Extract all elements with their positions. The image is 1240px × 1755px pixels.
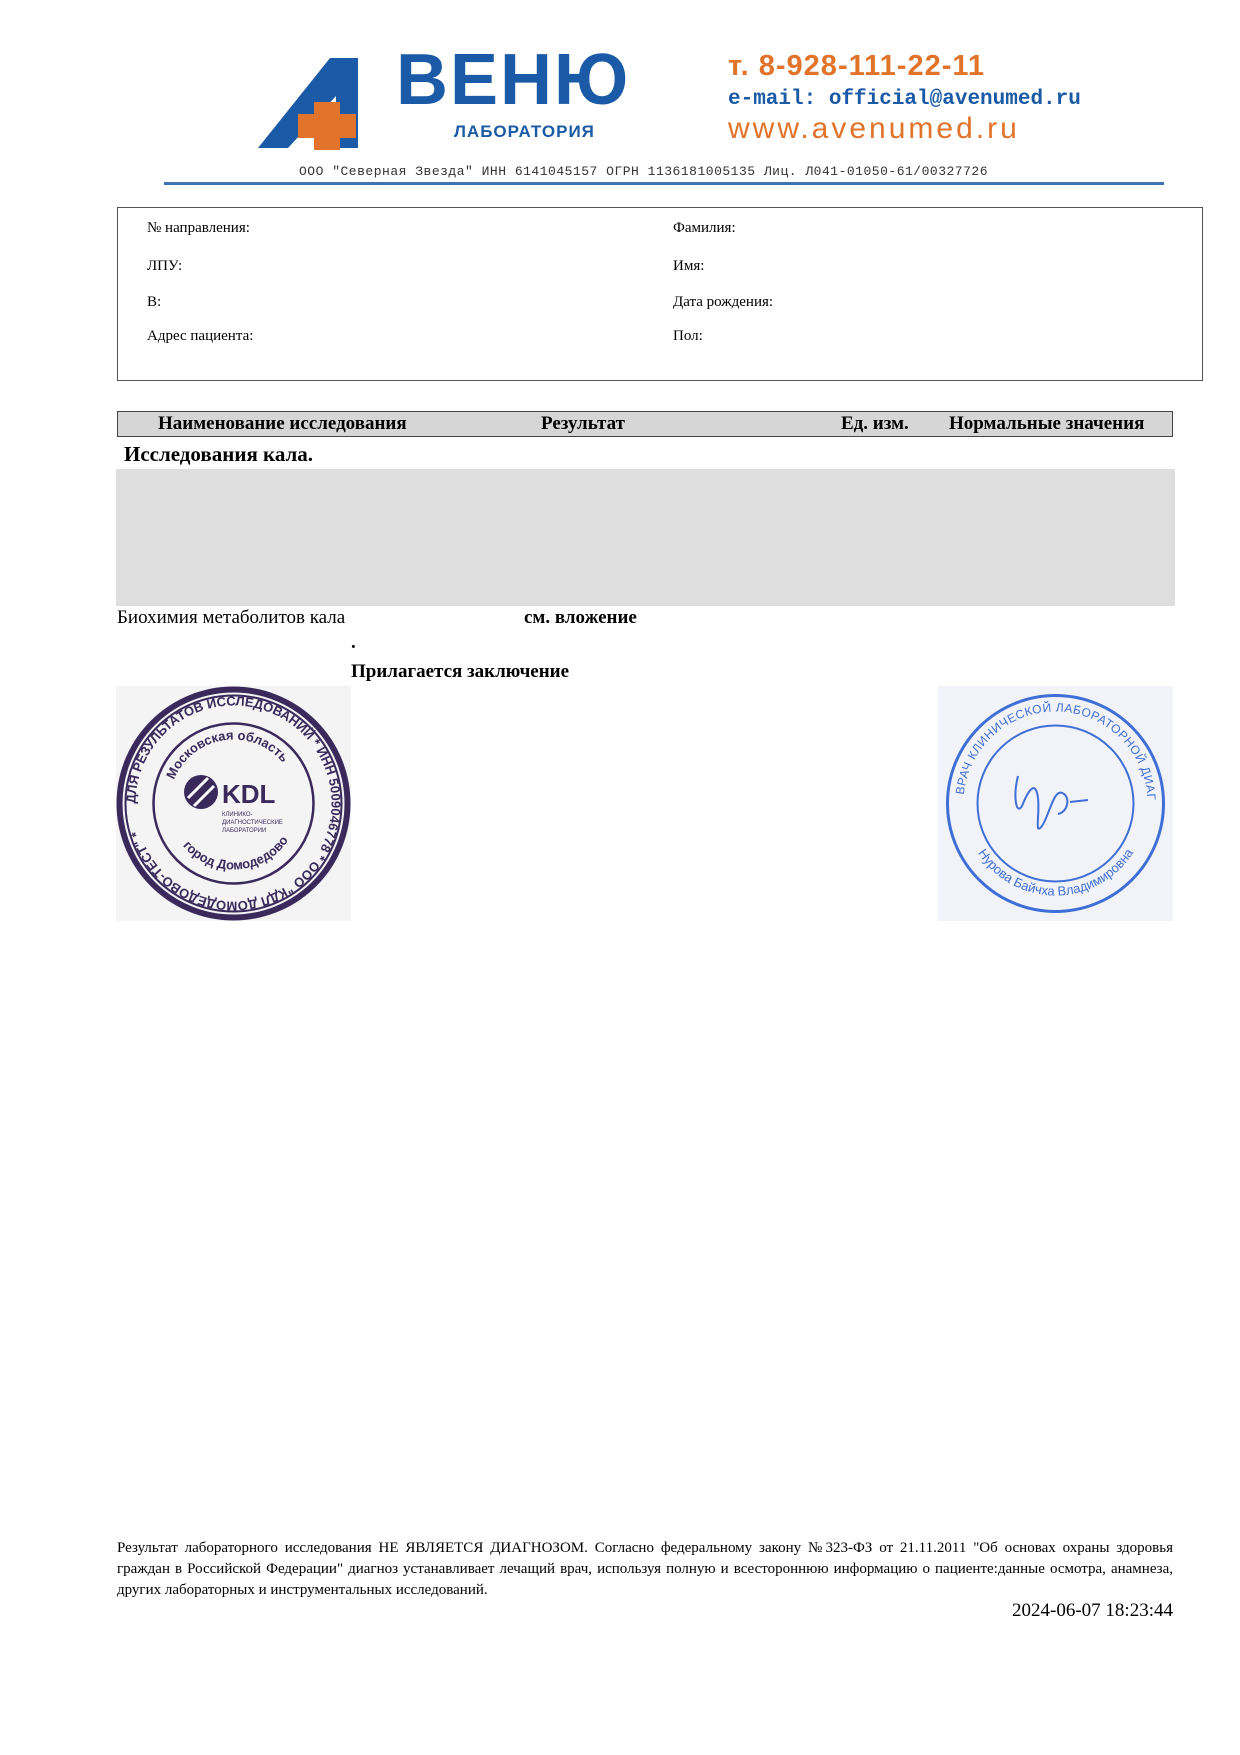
disclaimer-text: Результат лабораторного исследования НЕ ЯВЛЯЕТСЯ ДИАГНОЗОМ. Согласно федеральному закону №323-ФЗ от 21.11.2011 "Об основах охраны здоровья граждан в Российской Федерации" диагноз устанавливает лечащий врач, используя полную и всестороннюю информацию о пациенте:данные осмотра, анамнеза, других лабораторных и инструментальных исследований. (117, 1540, 1173, 1598)
first-name-label: Имя: (673, 258, 705, 274)
avenu-logo-icon (258, 56, 393, 152)
patient-info-box (117, 207, 1203, 381)
doctor-name-text: Нурова Байчха Владимировна (975, 845, 1137, 899)
logo-subtitle: ЛАБОРАТОРИЯ (454, 122, 595, 141)
kdl-logo-text: KDL (222, 779, 276, 809)
results-table-header (117, 411, 1173, 437)
svg-text:город Домодедово (180, 833, 291, 873)
birth-date-label: Дата рождения: (673, 294, 774, 310)
test-name: Биохимия метаболитов кала (117, 607, 346, 628)
doctor-signature (1015, 776, 1088, 829)
patient-address-label: Адрес пациента: (147, 328, 254, 344)
column-units: Ед. изм. (841, 413, 909, 434)
kdl-logo-sub3: ЛАБОРАТОРИИ (222, 828, 267, 834)
surname-label: Фамилия: (673, 220, 736, 236)
sex-label: Пол: (673, 328, 703, 344)
kdl-city-text: город Домодедово (180, 832, 291, 873)
contact-email: e-mail: official@avenumed.ru (728, 88, 1081, 111)
section-shading (116, 469, 1175, 606)
kdl-seal-icon (116, 686, 351, 921)
svg-text:Нурова Байчха Владимировна (975, 845, 1136, 899)
logo-wordmark: ВЕНЮ (396, 40, 631, 120)
doctor-seal-icon (938, 686, 1173, 921)
kdl-region-text: Московская область (163, 727, 292, 782)
doctor-stamp (938, 686, 1173, 921)
doctor-title-text: ВРАЧ КЛИНИЧЕСКОЙ ЛАБОРАТОРНОЙ ДИАГ (952, 700, 1159, 801)
letterhead (164, 40, 1164, 190)
column-result: Результат (541, 413, 625, 434)
kdl-logo-sub2: ДИАГНОСТИЧЕСКИЕ (222, 820, 283, 826)
column-reference-values: Нормальные значения (949, 413, 1145, 434)
lpu-label: ЛПУ: (147, 258, 183, 274)
contact-website: www.avenumed.ru (728, 112, 1020, 145)
svg-text:ВРАЧ КЛИНИЧЕСКОЙ ЛАБОРАТОРНОЙ (938, 686, 1158, 801)
v-label: В: (147, 294, 162, 310)
conclusion-note: Прилагается заключение (351, 661, 570, 682)
separator-dot: . (351, 632, 356, 653)
header-divider (164, 182, 1164, 185)
column-test-name: Наименование исследования (158, 413, 407, 434)
section-title: Исследования кала. (124, 442, 314, 466)
referral-number-label: № направления: (147, 220, 250, 236)
report-timestamp: 2024-06-07 18:23:44 (1012, 1600, 1173, 1621)
kdl-logo-sub1: КЛИНИКО- (222, 812, 253, 818)
contact-phone: т. 8-928-111-22-11 (728, 50, 986, 82)
svg-text:Московская область (163, 727, 292, 781)
kdl-stamp (116, 686, 351, 921)
test-result: см. вложение (524, 607, 637, 628)
registration-line: ООО "Северная Звезда" ИНН 6141045157 ОГРН 1136181005135 Лиц. Л041-01050-61/00327726 (299, 164, 989, 179)
kdl-outer-text: ДЛЯ РЕЗУЛЬТАТОВ ИССЛЕДОВАНИЙ * ИНН 5009046778 * ООО "КДЛ ДОМОДЕДОВО-ТЕСТ" * (123, 693, 344, 914)
